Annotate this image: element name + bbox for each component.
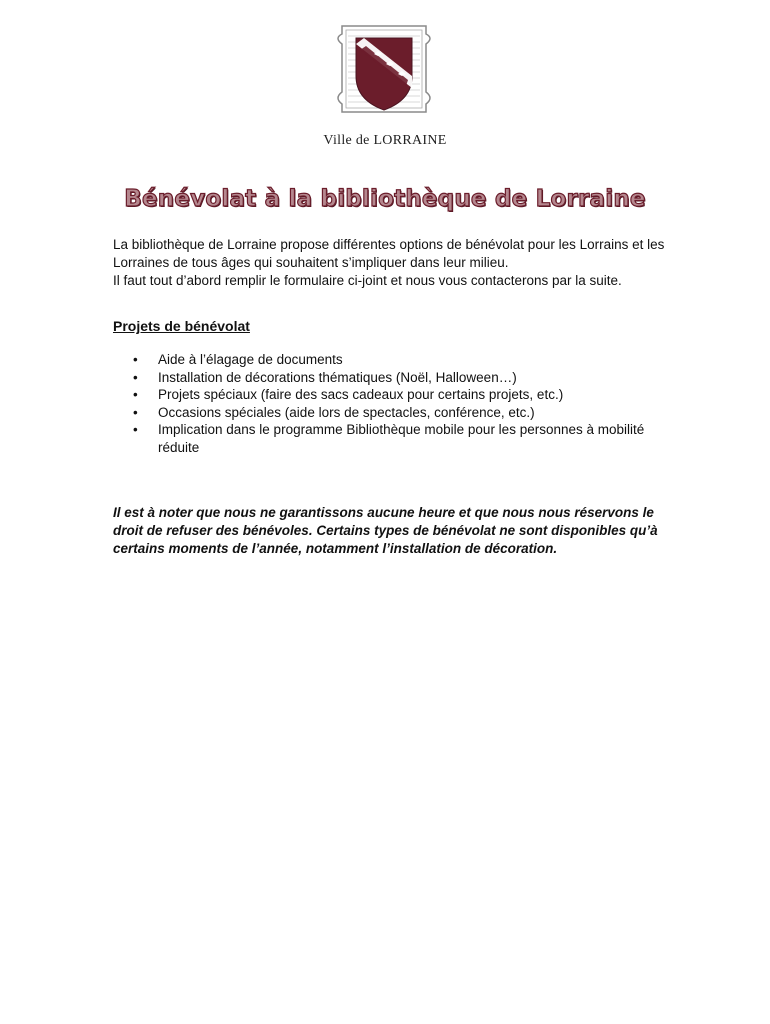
- bullet-icon: •: [133, 387, 138, 402]
- intro-paragraph-1: La bibliothèque de Lorraine propose différentes options de bénévolat pour les Lorrains et les Lorraines de tous âges qui souhaitent s’impliquer dans leur milieu.: [113, 237, 665, 270]
- list-item: [113, 369, 673, 387]
- bullet-icon: •: [133, 369, 138, 385]
- intro-paragraph-2: Il faut tout d’abord remplir le formulaire ci-joint et nous vous contacterons par la suite.: [113, 273, 622, 288]
- intro-text: [113, 236, 673, 290]
- page-title: Bénévolat à la bibliothèque de Lorraine: [124, 186, 646, 212]
- list-item-text: Occasions spéciales (aide lors de spectacles, conférence, etc.): [158, 404, 535, 420]
- bullet-icon: •: [133, 422, 138, 437]
- list-item: [113, 386, 673, 404]
- list-item-text: Aide à l’élagage de documents: [158, 352, 343, 367]
- coat-of-arms-icon: [330, 20, 438, 120]
- logo-caption: Ville de LORRAINE: [323, 133, 447, 148]
- section-heading-projects: Projets de bénévolat: [113, 318, 250, 334]
- project-list: [113, 351, 673, 456]
- list-item: [113, 421, 673, 456]
- bullet-icon: •: [133, 352, 138, 367]
- list-item: [113, 351, 673, 369]
- bullet-icon: •: [133, 404, 138, 420]
- disclaimer-note: Il est à noter que nous ne garantissons aucune heure et que nous nous réservons le droit de refuser des bénévoles. Certains types de bénévolat ne sont disponibles qu’à certains moments de l’année, notamment l’installation de décoration.: [113, 505, 658, 556]
- list-item-text: Projets spéciaux (faire des sacs cadeaux pour certains projets, etc.): [158, 387, 564, 402]
- list-item-text: Implication dans le programme Bibliothèque mobile pour les personnes à mobilité réduite: [158, 422, 645, 455]
- coat-of-arms-logo: [330, 20, 438, 120]
- list-item-text: Installation de décorations thématiques (Noël, Halloween…): [158, 369, 517, 385]
- list-item: [113, 404, 673, 422]
